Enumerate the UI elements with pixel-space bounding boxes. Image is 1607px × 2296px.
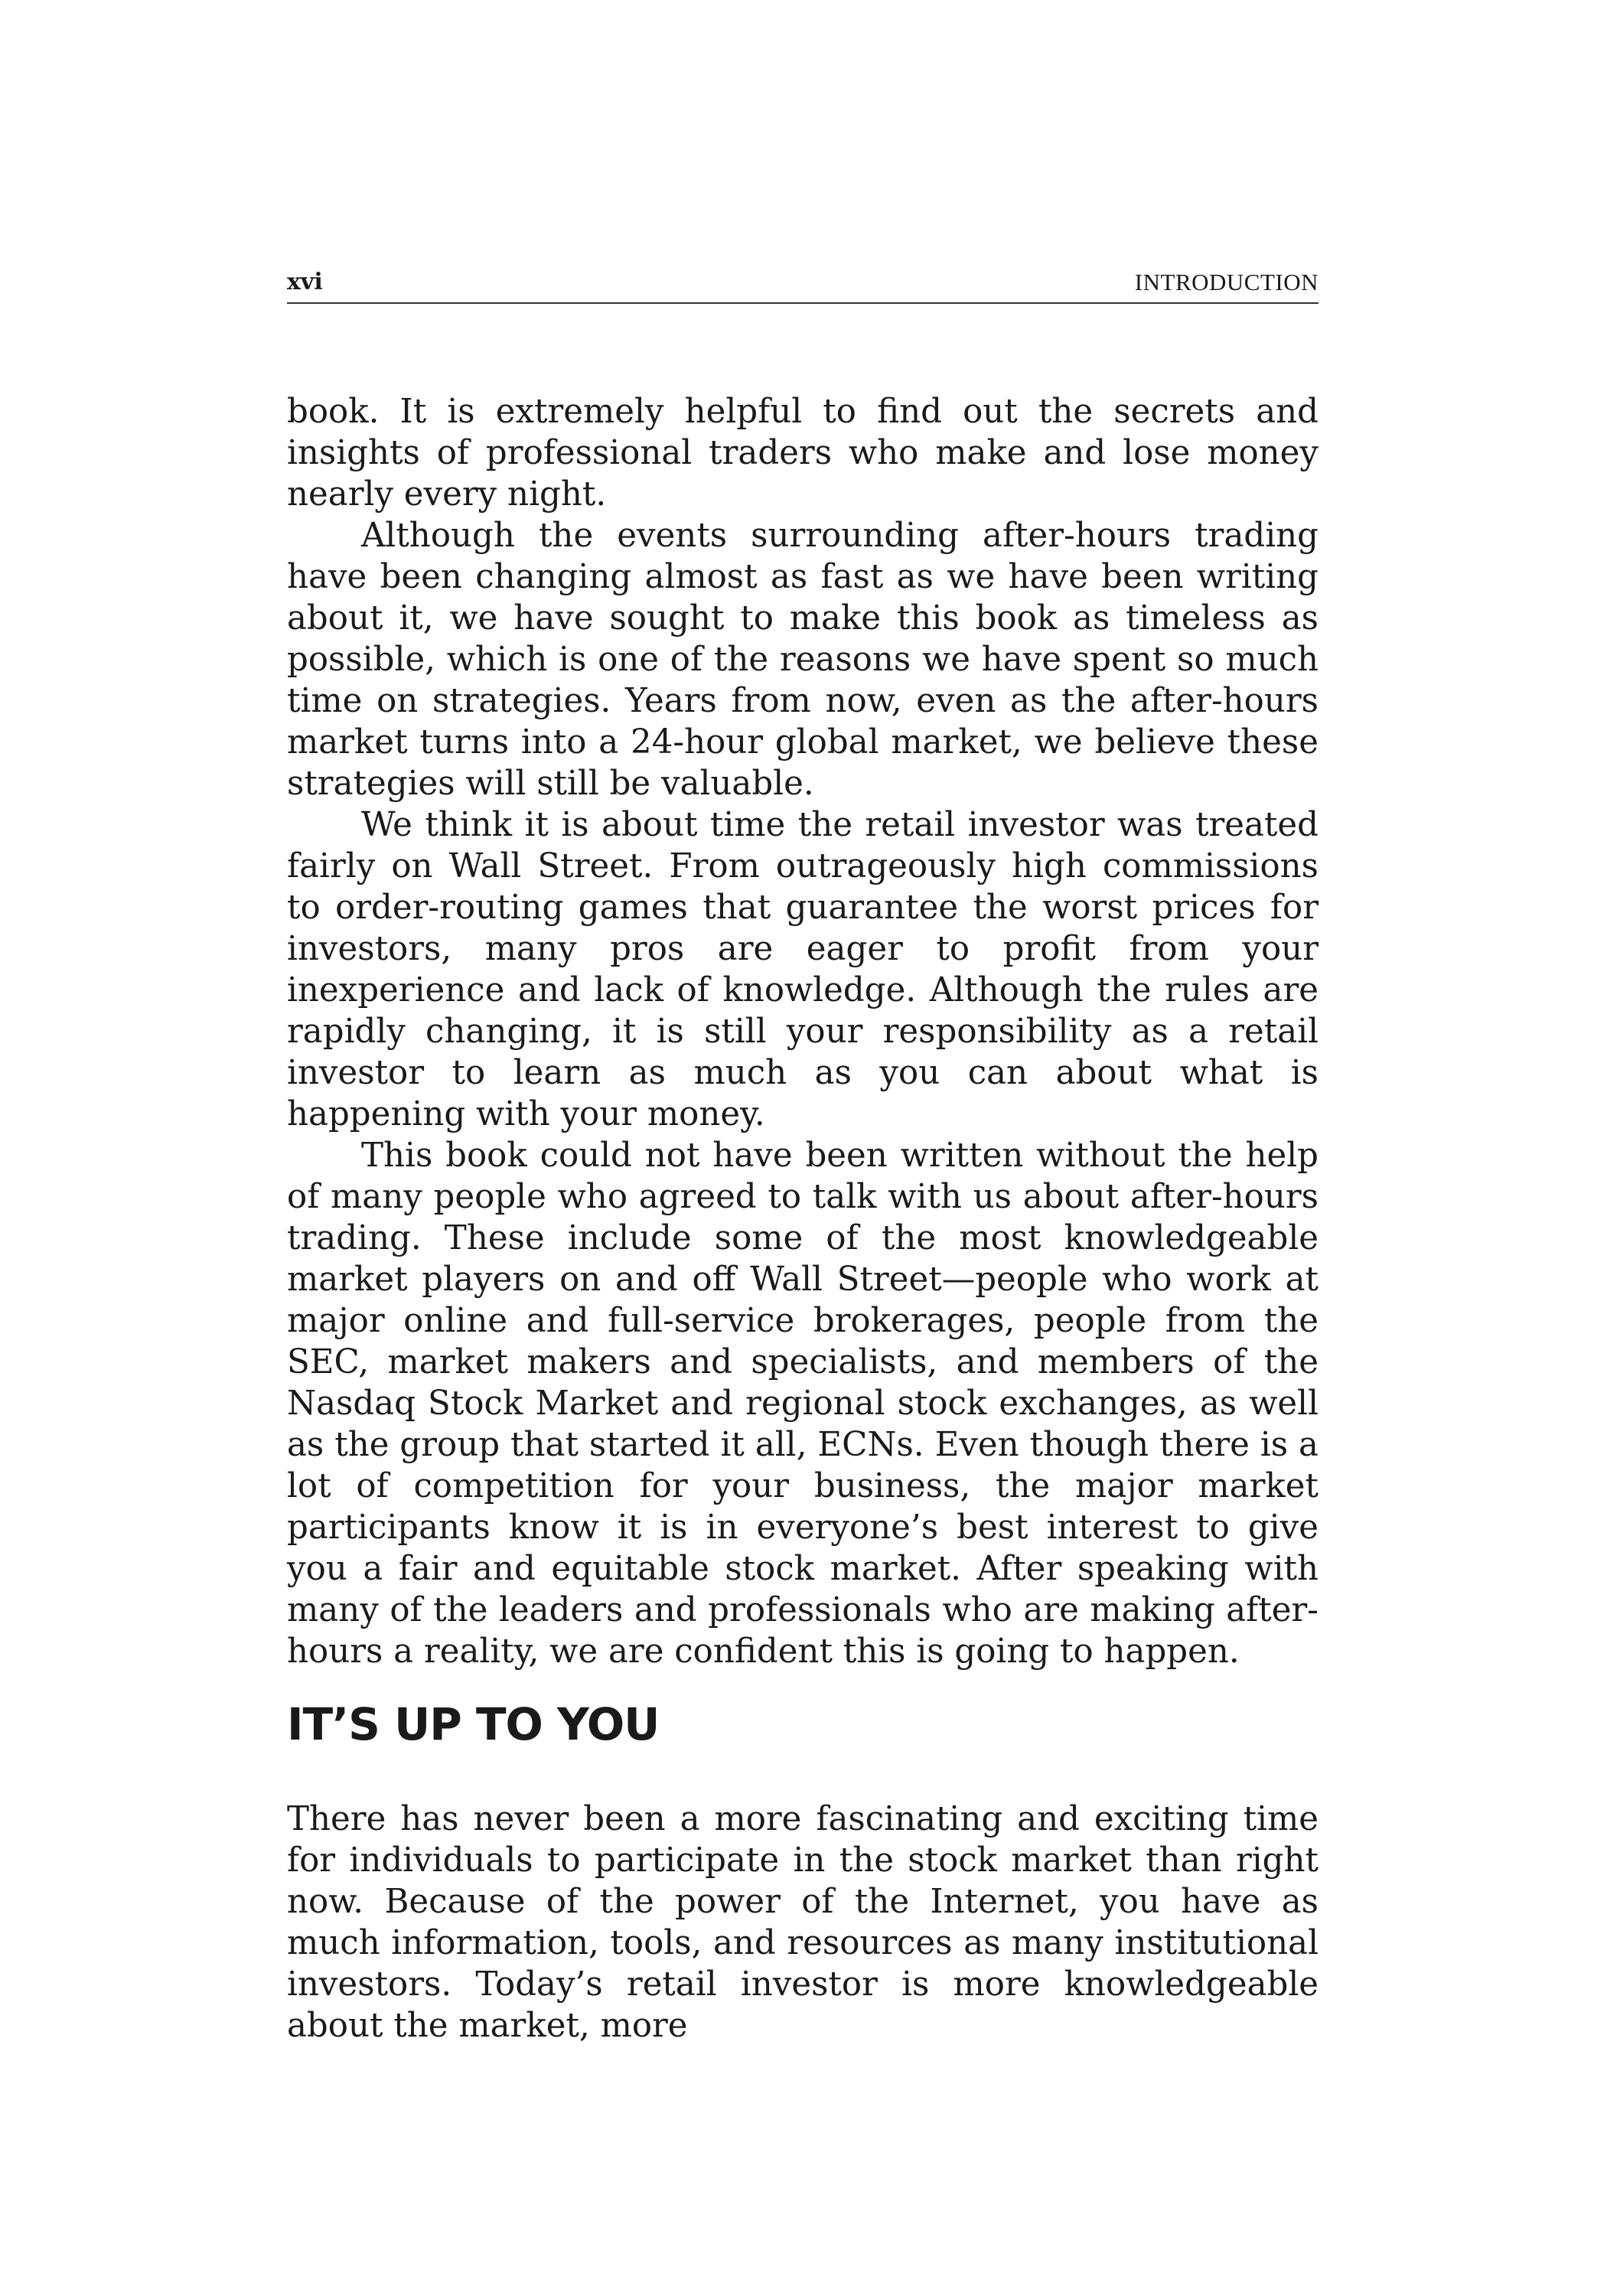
paragraph-section: There has never been a more fascinating and exciting time for individuals to participate in the stock market than right now. Because of the power of the Internet, you have as much information, tools, and resources as many institutional investors. Today’s retail investor is more knowledgeable about the market, more (287, 1800, 1319, 2045)
paragraph-acknowledgments: This book could not have been written without the help of many people who agreed to talk with us about after-hours trading. These include some of the most knowledgeable market players on and off Wall Street—people who work at major online and full-service brokerages, people from the SEC, market makers and specialists, and members of the Nasdaq Stock Market and regional stock exchanges, as well as the group that started it all, ECNs. Even though there is a lot of competition for your business, the major market participants know it is in everyone’s best interest to give you a fair and equitable stock market. After speaking with many of the leaders and professionals who are making after-hours a reality, we are confident this is going to happen. (287, 1137, 1319, 1671)
running-title: INTRODUCTION (1134, 269, 1319, 295)
section-heading: IT’S UP TO YOU (287, 1698, 660, 1750)
paragraph-retail-investor: We think it is about time the retail investor was treated fairly on Wall Street. From outrageously high commissions to order-routing games that guarantee the worst prices for investors, many pros are eager to profit from your inexperience and lack of knowledge. Although the rules are rapidly changing, it is still your responsibility as a retail investor to learn as much as you can about what is happening with your money. (287, 806, 1319, 1133)
section-body (287, 1799, 1319, 2047)
running-head (287, 263, 1319, 304)
page-number: xvi (287, 269, 323, 295)
paragraph-continued: book. It is extremely helpful to find out the secrets and insights of professional traders who make and lose money nearly every night. (287, 393, 1319, 514)
book-page (287, 0, 1319, 2296)
body-text-block (287, 391, 1319, 1672)
paragraph-timeless: Although the events surrounding after-hours trading have been changing almost as fast as we have been writing about it, we have sought to make this book as timeless as possible, which is one of the reasons we have spent so much time on strategies. Years from now, even as the after-hours market turns into a 24-hour global market, we believe these strategies will still be valuable. (287, 517, 1319, 803)
